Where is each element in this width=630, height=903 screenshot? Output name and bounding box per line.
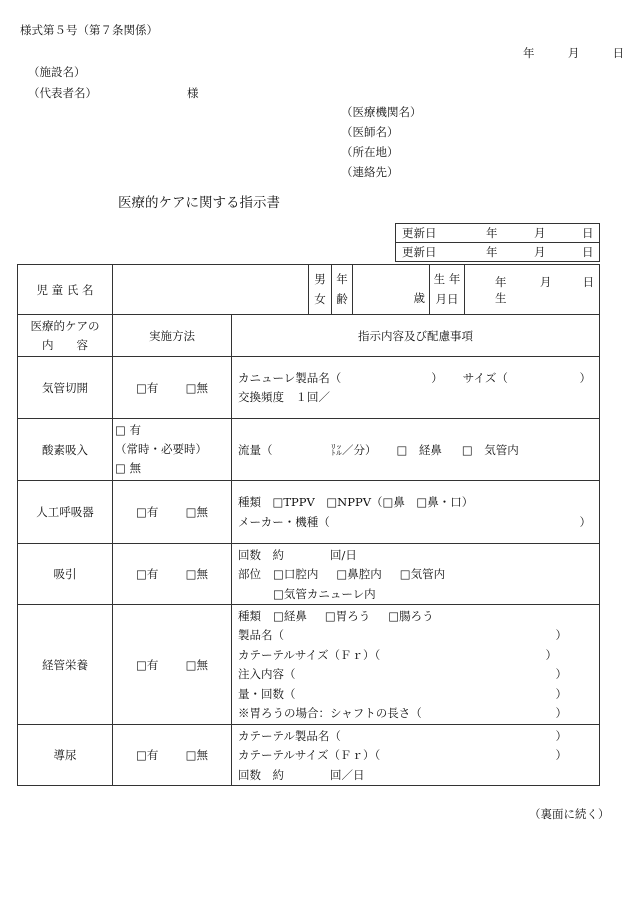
doctor-label: （医師名） bbox=[341, 125, 399, 139]
age-field[interactable] bbox=[353, 265, 430, 315]
birth-day: 日生 bbox=[495, 274, 595, 305]
care-label: 人工呼吸器 bbox=[18, 481, 113, 544]
catheter-count-unit: 回／日 bbox=[330, 767, 365, 782]
care-table bbox=[17, 314, 600, 786]
care-row-suction bbox=[18, 544, 600, 605]
intratracheal-checkbox[interactable]: □ 気管内 bbox=[461, 442, 519, 457]
instructions-cell[interactable]: カニューレ製品名（ ） サイズ（ ） 交換頻度 １回／ bbox=[232, 357, 600, 419]
care-header: 医療的ケアの 内 容 bbox=[18, 315, 113, 357]
suction-site-label: 部位 bbox=[238, 567, 261, 581]
method-cell bbox=[113, 544, 232, 605]
catheter-product: カテーテル製品名（ bbox=[238, 728, 341, 743]
instructions-cell[interactable] bbox=[232, 419, 600, 481]
update-label: 更新日 bbox=[402, 245, 437, 259]
suction-count: 回数 約 bbox=[238, 547, 284, 562]
exchange-frequency: 交換頻度 １回／ bbox=[238, 390, 330, 405]
method-cell bbox=[113, 419, 232, 481]
update-label: 更新日 bbox=[402, 226, 437, 240]
yes-note: （常時・必要時） bbox=[115, 442, 207, 457]
feeding-catheter-size: カテーテルサイズ（Ｆｒ）（ bbox=[238, 647, 381, 662]
no-checkbox[interactable]: □無 bbox=[185, 380, 209, 395]
document-title: 医療的ケアに関する指示書 bbox=[118, 195, 280, 211]
catheter-size: カテーテルサイズ（Ｆｒ）（ bbox=[238, 748, 381, 762]
method-cell bbox=[113, 605, 232, 725]
update-year: 年 bbox=[486, 226, 498, 240]
no-checkbox[interactable]: □ 無 bbox=[115, 460, 142, 475]
nasal-checkbox[interactable]: □ 経鼻 bbox=[396, 442, 442, 457]
care-label: 吸引 bbox=[18, 544, 113, 605]
issue-month: 月 bbox=[567, 46, 580, 60]
method-cell bbox=[113, 481, 232, 544]
form-number: 様式第５号（第７条関係） bbox=[20, 23, 158, 37]
address-label: （所在地） bbox=[341, 145, 399, 159]
contact-label: （連絡先） bbox=[341, 165, 399, 179]
sex-female: 女 bbox=[314, 291, 326, 306]
update-date-table bbox=[395, 223, 600, 262]
site-cannula-checkbox[interactable]: □気管カニューレ内 bbox=[273, 586, 376, 601]
yes-checkbox[interactable]: □有 bbox=[135, 505, 159, 519]
instructions-cell[interactable]: カテーテル製品名（ ） カテーテルサイズ（Ｆｒ）（ ） 回数 約 回／日 bbox=[232, 725, 600, 786]
flow-rate: 流量（ bbox=[238, 442, 273, 457]
care-label: 気管切開 bbox=[18, 357, 113, 419]
type-gastro-checkbox[interactable]: □胃ろう bbox=[324, 608, 371, 623]
shaft-length: ※胃ろうの場合：シャフトの長さ（ bbox=[238, 706, 422, 721]
feeding-product: 製品名（ bbox=[238, 628, 284, 643]
ventilator-type: 種類 □TPPV □NPPV（□鼻 □鼻・口） bbox=[238, 495, 474, 510]
site-trachea-checkbox[interactable]: □気管内 bbox=[399, 567, 446, 581]
birth-date-field[interactable] bbox=[465, 265, 600, 315]
instructions-cell[interactable]: 種類 □TPPV □NPPV（□鼻 □鼻・口） メーカー・機種（ ） bbox=[232, 481, 600, 544]
child-name-label: 児 童 氏 名 bbox=[18, 265, 113, 315]
cannula-product: カニューレ製品名（ bbox=[238, 370, 342, 385]
yes-checkbox[interactable]: □有 bbox=[135, 748, 159, 762]
no-checkbox[interactable]: □無 bbox=[185, 505, 209, 519]
yes-checkbox[interactable]: □有 bbox=[135, 380, 159, 395]
method-cell bbox=[113, 725, 232, 786]
issue-day: 日 bbox=[612, 46, 625, 60]
care-row-catheter bbox=[18, 725, 600, 786]
care-row-tube-feeding bbox=[18, 605, 600, 725]
update-day: 日 bbox=[582, 245, 594, 259]
care-label: 酸素吸入 bbox=[18, 419, 113, 481]
feeding-contents: 注入内容（ bbox=[238, 667, 296, 682]
care-label: 経管栄養 bbox=[18, 605, 113, 725]
yes-checkbox[interactable]: □有 bbox=[135, 567, 159, 581]
site-nasal-checkbox[interactable]: □鼻腔内 bbox=[336, 567, 382, 581]
update-year: 年 bbox=[486, 245, 498, 259]
age-label: 年 齢 bbox=[332, 265, 353, 315]
no-checkbox[interactable]: □無 bbox=[185, 567, 209, 581]
birth-month: 月 bbox=[539, 274, 552, 289]
representative-label: （代表者名） bbox=[28, 86, 97, 100]
update-day: 日 bbox=[582, 226, 594, 240]
site-oral-checkbox[interactable]: □口腔内 bbox=[273, 567, 319, 581]
issue-date bbox=[523, 48, 624, 60]
continued-note: （裏面に続く） bbox=[529, 807, 610, 821]
care-header-row bbox=[18, 315, 600, 357]
ventilator-maker: メーカー・機種（ bbox=[238, 514, 330, 529]
instructions-header: 指示内容及び配慮事項 bbox=[232, 315, 600, 357]
institution-label: （医療機関名） bbox=[341, 105, 422, 119]
birth-year: 年 bbox=[495, 274, 507, 289]
feeding-amount: 量・回数（ bbox=[238, 686, 296, 701]
child-name-field[interactable] bbox=[113, 265, 309, 315]
no-checkbox[interactable]: □無 bbox=[185, 657, 209, 672]
birth-label: 生 年 月日 bbox=[430, 265, 465, 315]
update-row bbox=[396, 243, 600, 262]
update-month: 月 bbox=[534, 245, 546, 259]
age-unit: 歳 bbox=[413, 291, 425, 305]
care-row-tracheostomy bbox=[18, 357, 600, 419]
suction-count-unit: 回/日 bbox=[330, 547, 357, 562]
catheter-count: 回数 約 bbox=[238, 767, 284, 782]
method-header: 実施方法 bbox=[113, 315, 232, 357]
facility-name-label: （施設名） bbox=[28, 65, 86, 79]
instructions-cell[interactable]: 種類 □経鼻 □胃ろう □腸ろう 製品名（ ） カテーテルサイズ（Ｆｒ）（ ） 注入内容（ ） 量・回数（ ） ※胃ろうの場合：シャフトの長さ（ ） bbox=[232, 605, 600, 725]
yes-checkbox[interactable]: □有 bbox=[135, 657, 159, 672]
update-month: 月 bbox=[534, 226, 546, 240]
care-row-oxygen bbox=[18, 419, 600, 481]
issue-year: 年 bbox=[523, 46, 535, 60]
sex-male: 男 bbox=[314, 271, 326, 286]
cannula-size: サイズ（ bbox=[462, 370, 508, 385]
yes-checkbox[interactable]: □ 有 bbox=[115, 423, 142, 438]
sex-cell[interactable] bbox=[309, 265, 332, 315]
honorific: 様 bbox=[187, 86, 199, 100]
method-cell bbox=[113, 357, 232, 419]
child-info-table bbox=[17, 264, 600, 315]
care-row-ventilator bbox=[18, 481, 600, 544]
instructions-cell[interactable] bbox=[232, 544, 600, 605]
feeding-type-label: 種類 bbox=[238, 608, 261, 623]
no-checkbox[interactable]: □無 bbox=[185, 748, 209, 762]
type-nasal-checkbox[interactable]: □経鼻 bbox=[273, 608, 307, 623]
care-label: 導尿 bbox=[18, 725, 113, 786]
update-row bbox=[396, 224, 600, 243]
flow-unit: ㍑／分） bbox=[330, 442, 377, 457]
type-entero-checkbox[interactable]: □腸ろう bbox=[388, 608, 434, 623]
